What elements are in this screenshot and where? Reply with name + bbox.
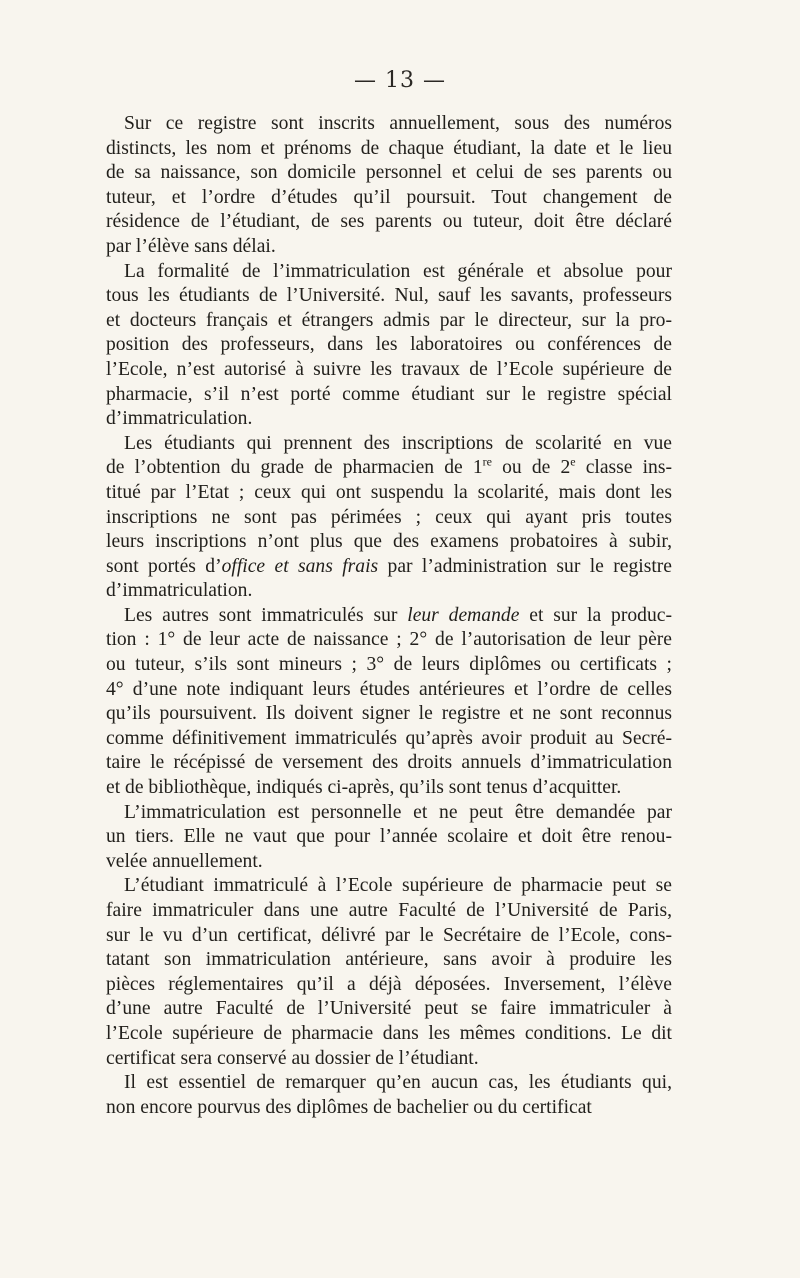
paragraph <box>106 1071 672 1120</box>
text-line: et de bibliothèque, indiqués ci-après, qu’ils sont tenus d’acquitter. <box>106 777 622 799</box>
text-line: velée annuellement. <box>106 850 263 872</box>
paragraph <box>106 604 672 801</box>
text-line: qu’ils poursuivent. Ils doivent signer le registre et ne sont reconnus <box>106 703 672 725</box>
text-line: pharmacie, s’il n’est porté comme étudiant sur le registre spécial <box>106 383 672 405</box>
text-line: d’immatriculation. <box>106 408 253 430</box>
text-line: par l’élève sans délai. <box>106 235 276 257</box>
text-line: comme définitivement immatriculés qu’après avoir produit au Secré- <box>106 727 672 749</box>
text-line: titué par l’Etat ; ceux qui ont suspendu la scolarité, mais dont les <box>106 481 672 503</box>
text-line: non encore pourvus des diplômes de bachelier ou du certificat <box>106 1096 592 1118</box>
paragraph <box>106 260 672 432</box>
text-line: tion : 1° de leur acte de naissance ; 2° de l’autorisation de leur père <box>106 629 672 651</box>
text-line: tatant son immatriculation antérieure, sans avoir à produire les <box>106 949 672 971</box>
text-line: tuteur, et l’ordre d’études qu’il poursuit. Tout changement de <box>106 186 672 208</box>
text-line: pièces réglementaires qu’il a déjà déposées. Inversement, l’élève <box>106 973 672 995</box>
text-line: de sa naissance, son domicile personnel et celui de ses parents ou <box>106 162 672 184</box>
paragraph <box>106 432 672 604</box>
text-line: inscriptions ne sont pas périmées ; ceux qui ayant pris toutes <box>106 506 672 528</box>
text-line: et docteurs français et étrangers admis par le directeur, sur la pro- <box>106 309 672 331</box>
text-line: résidence de l’étudiant, de ses parents ou tuteur, doit être déclaré <box>106 211 672 233</box>
text-line: La formalité de l’immatriculation est générale et absolue pour <box>124 260 672 282</box>
text-line: de l’obtention du grade de pharmacien de 1re ou de 2e classe ins- <box>106 454 672 479</box>
text-line: tous les étudiants de l’Université. Nul, sauf les savants, professeurs <box>106 285 672 307</box>
text-line: L’étudiant immatriculé à l’Ecole supérieure de pharmacie peut se <box>124 875 672 897</box>
text-line: L’immatriculation est personnelle et ne peut être demandée par <box>124 801 672 823</box>
text-line: taire le récépissé de versement des droits annuels d’immatriculation <box>106 752 672 774</box>
paragraph <box>106 801 672 875</box>
paragraph <box>106 112 672 260</box>
text-line: distincts, les nom et prénoms de chaque étudiant, la date et le lieu <box>106 137 672 159</box>
text-line: Les étudiants qui prennent des inscriptions de scolarité en vue <box>124 432 672 454</box>
paragraph <box>106 874 672 1071</box>
text-line: un tiers. Elle ne vaut que pour l’année scolaire et doit être renou- <box>106 826 672 848</box>
text-line: l’Ecole, n’est autorisé à suivre les travaux de l’Ecole supérieure de <box>106 358 672 380</box>
text-line: Il est essentiel de remarquer qu’en aucun cas, les étudiants qui, <box>124 1072 672 1094</box>
text-line: d’une autre Faculté de l’Université peut se faire immatriculer à <box>106 998 672 1020</box>
text-line: position des professeurs, dans les laboratoires ou conférences de <box>106 334 672 356</box>
text-line: faire immatriculer dans une autre Faculté de l’Université de Paris, <box>106 900 672 921</box>
text-line: ou tuteur, s’ils sont mineurs ; 3° de leurs diplômes ou certificats ; <box>106 654 672 676</box>
page-number: — 13 — <box>354 68 446 93</box>
text-line: 4° d’une note indiquant leurs études antérieures et l’ordre de celles <box>106 678 672 700</box>
text-line: Les autres sont immatriculés sur leur demande et sur la produc- <box>124 604 672 626</box>
text-line: certificat sera conservé au dossier de l’étudiant. <box>106 1047 479 1069</box>
body-text <box>106 112 672 1120</box>
text-line: Sur ce registre sont inscrits annuellement, sous des numéros <box>124 113 672 134</box>
text-line: sont portés d’office et sans frais par l’administration sur le registre <box>106 555 673 577</box>
text-line: d’immatriculation. <box>106 580 253 602</box>
text-line: leurs inscriptions n’ont plus que des examens probatoires à subir, <box>106 531 672 553</box>
text-line: sur le vu d’un certificat, délivré par le Secrétaire de l’Ecole, cons- <box>106 924 672 946</box>
text-line: l’Ecole supérieure de pharmacie dans les mêmes conditions. Le dit <box>106 1022 672 1044</box>
